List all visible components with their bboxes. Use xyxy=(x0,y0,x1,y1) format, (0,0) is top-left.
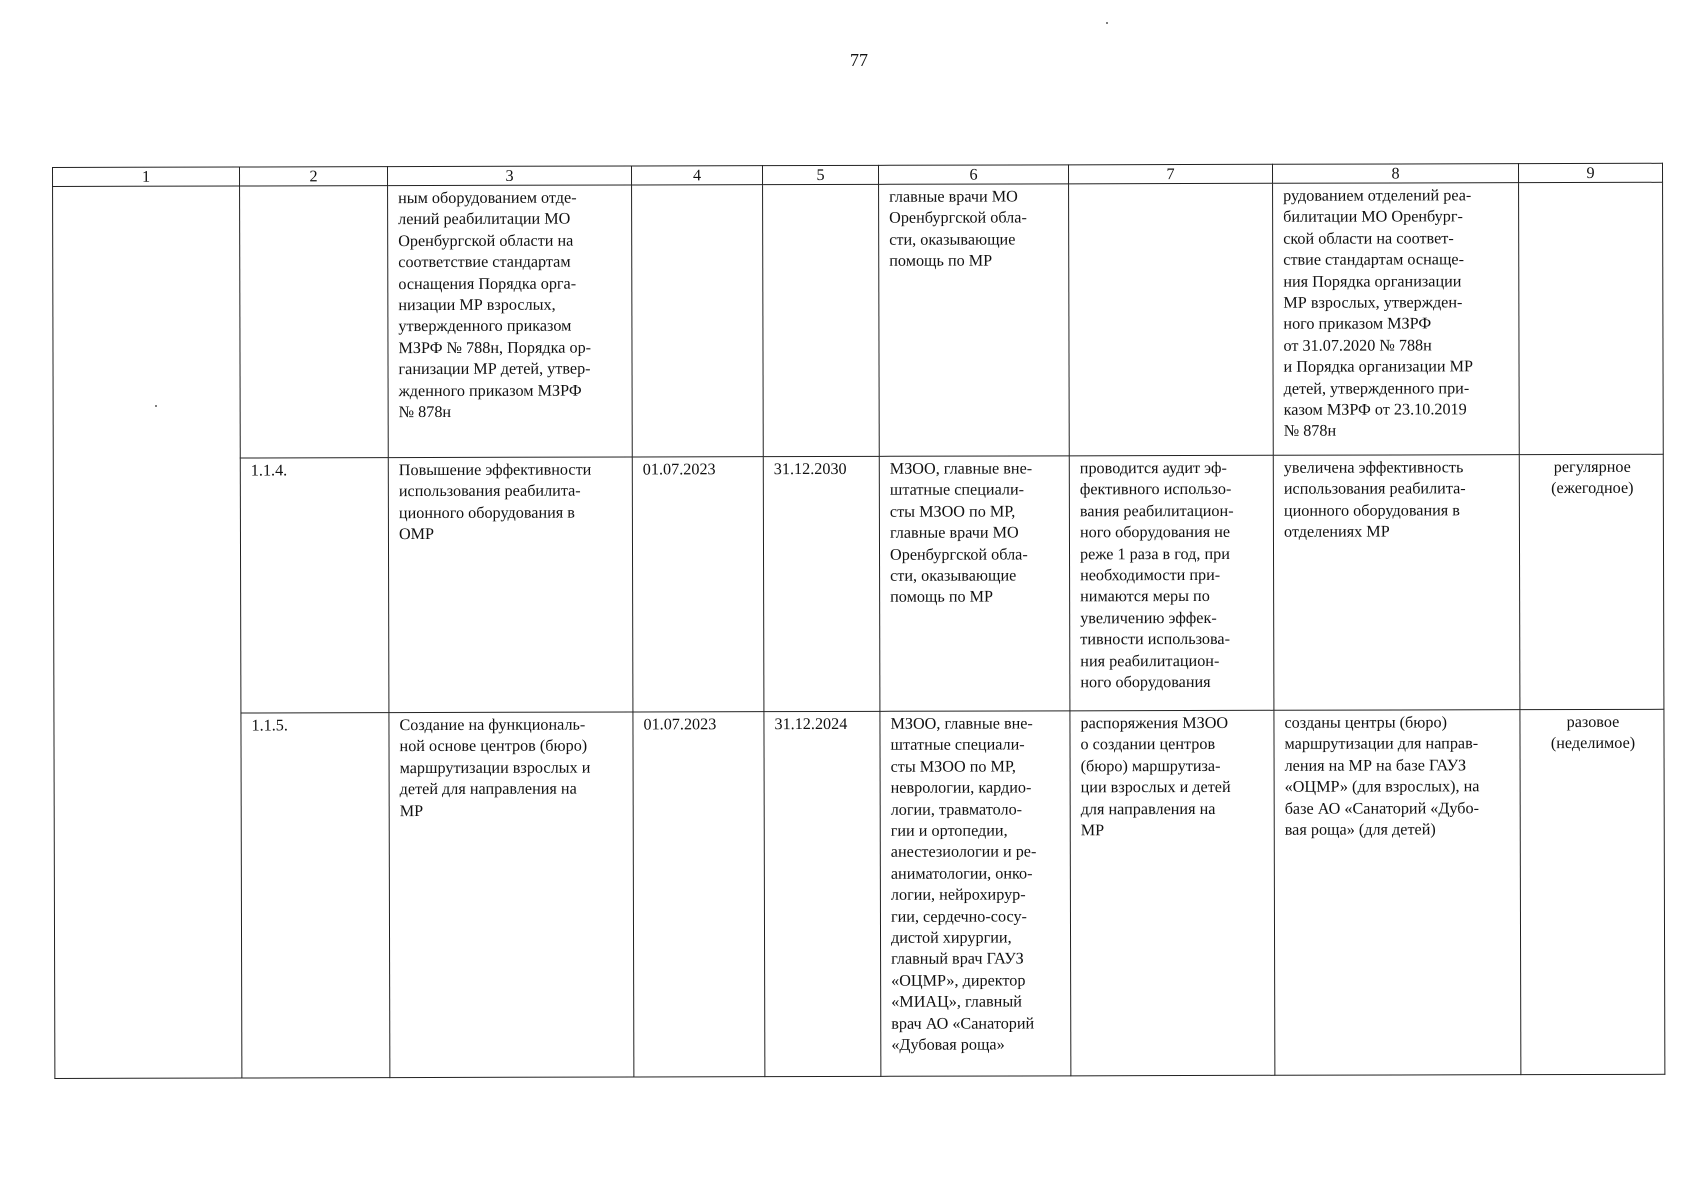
column-number: 7 xyxy=(1068,164,1272,184)
column-number: 4 xyxy=(631,166,762,185)
column-number: 9 xyxy=(1518,163,1662,182)
responsible: МЗОО, главные вне- штатные специали- сты МЗОО по МР, главные врачи МО Оренбургской обла- сти, оказывающие помощь по МР xyxy=(879,456,1070,711)
control-indicator: распоряжения МЗОО о создании центров (бюро) маршрутиза- ции взрослых и детей для направления на МР xyxy=(1070,710,1275,1076)
measure-type: регулярное (ежегодное) xyxy=(1519,454,1664,709)
measure-number: 1.1.5. xyxy=(241,713,390,1078)
measure-type: разовое (неделимое) xyxy=(1520,709,1665,1074)
end-date: 31.12.2024 xyxy=(764,711,881,1076)
column-number: 1 xyxy=(53,167,240,186)
start-date: 01.07.2023 xyxy=(632,457,764,712)
column-number: 8 xyxy=(1272,164,1518,184)
measures-table xyxy=(52,163,1665,1079)
continuation-responsible: главные врачи МО Оренбургской обла- сти, оказывающие помощь по МР xyxy=(879,184,1070,456)
responsible: МЗОО, главные вне- штатные специали- сты МЗОО по МР, неврологии, кардио- логии, травматоло- гии и ортопедии, анестезиологии и ре- аниматологии, онко- логии, нейрохирур- гии, сердечно-сосу- дистой хирургии, главный врач ГАУЗ «ОЦМР», директор «МИАЦ», главный врач АО «Санаторий «Дубовая роща» xyxy=(880,711,1071,1076)
cell-empty xyxy=(763,184,880,456)
expected-result: увеличена эффективность использования реабилита- ционного оборудования в отделениях МР xyxy=(1273,455,1520,711)
page-number: 77 xyxy=(850,50,868,70)
table-row-1-1-5 xyxy=(54,709,1665,1078)
measure-title: Создание на функциональ- ной основе центров (бюро) маршрутизации взрослых и детей для направления на МР xyxy=(389,712,634,1078)
cell-empty xyxy=(632,185,764,457)
end-date: 31.12.2030 xyxy=(763,456,880,711)
measure-number: 1.1.4. xyxy=(240,458,389,713)
cell-empty xyxy=(1519,182,1664,454)
scan-speck xyxy=(1106,22,1108,24)
expected-result: созданы центры (бюро) маршрутизации для направ- ления на МР на базе ГАУЗ «ОЦМР» (для взрослых), на базе АО «Санаторий «Дубо- вая роща» (для детей) xyxy=(1274,710,1521,1076)
section-cell xyxy=(53,186,242,1078)
column-number: 3 xyxy=(388,166,632,186)
cell-empty xyxy=(240,186,389,458)
continuation-result: рудованием отделений реа- билитации МО Оренбург- ской области на соответ- ствие стандартам оснаще- ния Порядка организации МР взрослых, утвержден- ного приказом МЗРФ от 31.07.2020 № 788н и Порядка организации МР детей, утвержденного при- казом МЗРФ от 23.10.2019 № 878н xyxy=(1273,183,1520,456)
table-row-1-1-4 xyxy=(53,454,1664,713)
continuation-description: ным оборудованием отде- лений реабилитации МО Оренбургской области на соответствие стандартам оснащения Порядка орга- низации МР взрослых, утвержденного приказом МЗРФ № 788н, Порядка ор- ганизации МР детей, утвер- жденного приказом МЗРФ № 878н xyxy=(388,185,633,458)
cell-empty xyxy=(1069,183,1274,456)
column-number: 2 xyxy=(240,167,388,186)
control-indicator: проводится аудит эф- фективного использо- вания реабилитацион- ного оборудования не реже 1 раза в год, при необходимости при- нимаются меры по увеличению эффек- тивности использова- ния реабилитацион- ного оборудования xyxy=(1069,455,1274,711)
continuation-row xyxy=(53,182,1664,458)
column-number: 6 xyxy=(878,165,1068,184)
measure-title: Повышение эффективности использования реабилита- ционного оборудования в ОМР xyxy=(388,457,633,713)
column-number: 5 xyxy=(762,165,878,184)
start-date: 01.07.2023 xyxy=(633,712,765,1077)
